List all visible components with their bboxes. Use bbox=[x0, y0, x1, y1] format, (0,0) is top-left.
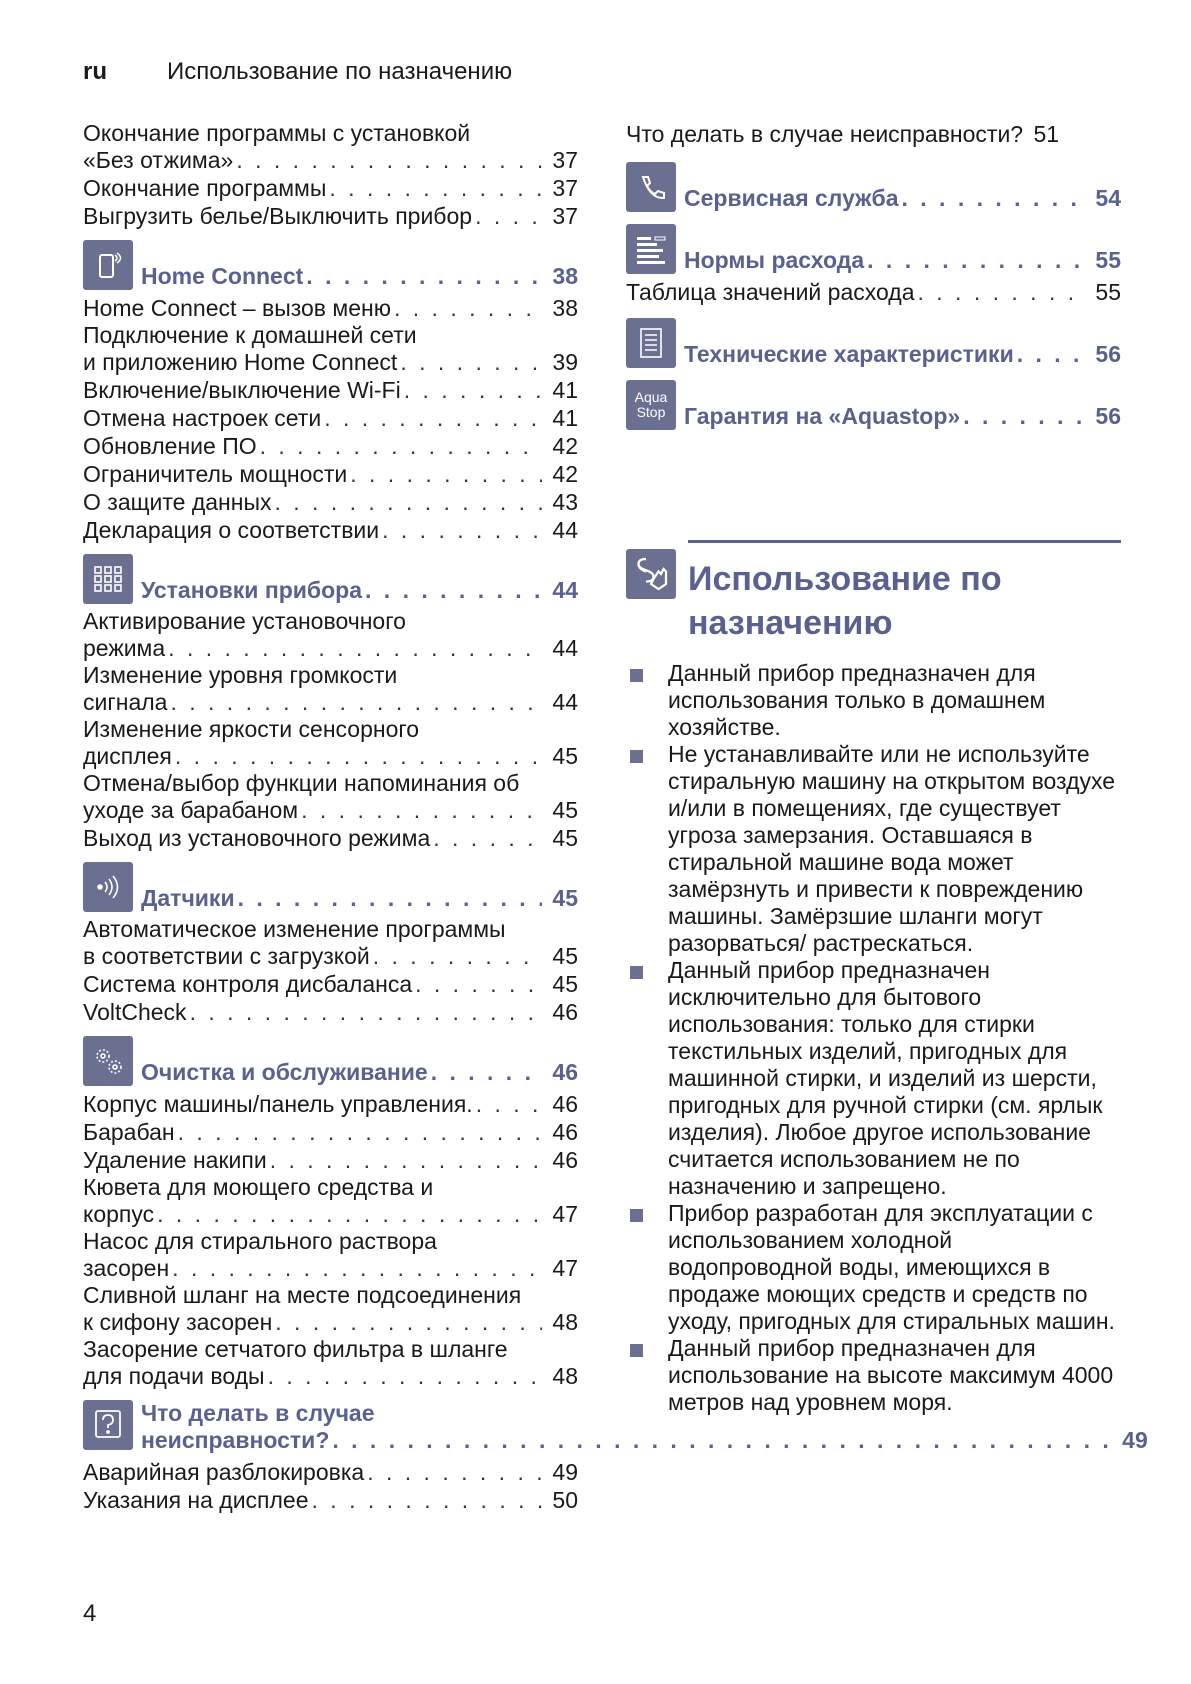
toc-entry[interactable]: для подачи воды . . . 48 bbox=[83, 1362, 578, 1390]
bullet-square-icon bbox=[630, 669, 643, 682]
toc-entry[interactable]: Барабан . . . 46 bbox=[83, 1118, 578, 1146]
page-header bbox=[83, 58, 512, 86]
toc-entry[interactable]: корпус . . . 47 bbox=[83, 1200, 578, 1228]
bullet-square-icon bbox=[630, 1209, 643, 1222]
toc-entry-line: Подключение к домашней сети bbox=[83, 322, 417, 348]
heading-rule bbox=[688, 540, 1121, 543]
toc-section-aquastop[interactable]: Aqua Stop Гарантия на «Aquastop» . . . 56 bbox=[626, 380, 1121, 430]
list-item: Данный прибор предназначен для использование на высоте максимум 4000 метров над уровнем моря. bbox=[626, 1335, 1121, 1416]
list-item: Данный прибор предназначен исключительно для бытового использования: только для стирки текстильных изделий, пригодных для машинной стирки, и изделий из шерсти, пригодных для ручной стирки (см. ярлык изделия). Любое другое использование считается использованием не по назначению и запрещено. bbox=[626, 957, 1121, 1200]
usage-bullet-list bbox=[626, 660, 1121, 1416]
toc-entry[interactable]: VoltCheck . . . 46 bbox=[83, 998, 578, 1026]
paragraph-hand-icon bbox=[626, 549, 676, 599]
toc-entry[interactable]: О защите данных . . . 43 bbox=[83, 488, 578, 516]
toc-entry[interactable]: и приложению Home Connect . . . 39 bbox=[83, 348, 578, 376]
question-icon bbox=[83, 1400, 133, 1450]
toc-entry[interactable]: Система контроля дисбаланса . . . 45 bbox=[83, 970, 578, 998]
toc-section-service[interactable]: Сервисная служба . . . 54 bbox=[626, 162, 1121, 212]
toc-entry[interactable]: Ограничитель мощности . . . 42 bbox=[83, 460, 578, 488]
toc-entry[interactable]: Аварийная разблокировка . . . 49 bbox=[83, 1458, 578, 1486]
toc-entry[interactable]: сигнала . . . 44 bbox=[83, 688, 578, 716]
page-number: 4 bbox=[83, 1600, 97, 1627]
toc-entry[interactable]: Удаление накипи . . . 46 bbox=[83, 1146, 578, 1174]
phone-icon bbox=[83, 240, 133, 290]
toc-entry-line: Изменение яркости сенсорного bbox=[83, 716, 420, 742]
toc-entry[interactable]: Включение/выключение Wi-Fi . . . 41 bbox=[83, 376, 578, 404]
toc-entry[interactable]: режима . . . 44 bbox=[83, 634, 578, 662]
toc-entry[interactable]: в соответствии с загрузкой . . . 45 bbox=[83, 942, 578, 970]
toc-entry-line: Активирование установочного bbox=[83, 608, 406, 634]
toc-entry[interactable]: Декларация о соответствии . . . 44 bbox=[83, 516, 578, 544]
toc-entry[interactable]: Выгрузить белье/Выключить прибор . . . 37 bbox=[83, 202, 578, 230]
toc-entry-line: Кювета для моющего средства и bbox=[83, 1174, 434, 1200]
gears-icon bbox=[83, 1036, 133, 1086]
toc-entry[interactable]: Home Connect – вызов меню . . . 38 bbox=[83, 294, 578, 322]
toc-entry-line: Сливной шланг на месте подсоединения bbox=[83, 1282, 522, 1308]
document-icon bbox=[626, 318, 676, 368]
toc-entry[interactable]: Таблица значений расхода . . . 55 bbox=[626, 278, 1121, 306]
bars-icon bbox=[626, 224, 676, 274]
toc-entry-line: Засорение сетчатого фильтра в шланге bbox=[83, 1336, 508, 1362]
bullet-square-icon bbox=[630, 966, 643, 979]
toc-entry[interactable]: Что делать в случае неисправности? 51 bbox=[626, 121, 1060, 147]
toc-entry-line: Изменение уровня громкости bbox=[83, 662, 398, 688]
toc-entry[interactable]: засорен . . . 47 bbox=[83, 1254, 578, 1282]
toc-right-column bbox=[626, 120, 1121, 434]
toc-entry-line: Отмена/выбор функции напоминания об bbox=[83, 770, 520, 796]
toc-entry[interactable]: Отмена настроек сети . . . 41 bbox=[83, 404, 578, 432]
toc-entry-line: Автоматическое изменение программы bbox=[83, 916, 506, 942]
toc-section-sensors[interactable]: Датчики . . . 45 bbox=[83, 862, 578, 912]
bullet-square-icon bbox=[630, 750, 643, 763]
usage-section-heading bbox=[626, 540, 1121, 645]
aquastop-icon: Aqua Stop bbox=[626, 380, 676, 430]
list-item: Прибор разработан для эксплуатации с использованием холодной водопроводной воды, имеющихся в продаже моющих средств и средств по уходу, пригодных для стиральных машин. bbox=[626, 1200, 1121, 1335]
list-item: Данный прибор предназначен для использования только в домашнем хозяйстве. bbox=[626, 660, 1121, 741]
toc-entry[interactable]: Указания на дисплее . . . 50 bbox=[83, 1486, 578, 1514]
toc-entry[interactable]: уходе за барабаном . . . 45 bbox=[83, 796, 578, 824]
toc-section-home-connect[interactable]: Home Connect . . . 38 bbox=[83, 240, 578, 290]
grid-icon bbox=[83, 554, 133, 604]
toc-entry-line: Насос для стирального раствора bbox=[83, 1228, 437, 1254]
language-code: ru bbox=[83, 58, 107, 85]
toc-entry[interactable]: «Без отжима» . . . 37 bbox=[83, 146, 578, 174]
toc-entry[interactable]: к сифону засорен . . . 48 bbox=[83, 1308, 578, 1336]
sensor-icon bbox=[83, 862, 133, 912]
toc-entry[interactable]: Выход из установочного режима . . . 45 bbox=[83, 824, 578, 852]
toc-entry[interactable]: дисплея . . . 45 bbox=[83, 742, 578, 770]
phone-handset-icon bbox=[626, 162, 676, 212]
toc-entry[interactable]: Обновление ПО . . . 42 bbox=[83, 432, 578, 460]
toc-section-consumption[interactable]: Нормы расхода . . . 55 bbox=[626, 224, 1121, 274]
toc-section-troubleshooting[interactable]: Что делать в случае неисправности? . . . 49 bbox=[83, 1400, 578, 1454]
toc-section-technical[interactable]: Технические характеристики . . . 56 bbox=[626, 318, 1121, 368]
toc-section-settings[interactable]: Установки прибора . . . 44 bbox=[83, 554, 578, 604]
bullet-square-icon bbox=[630, 1344, 643, 1357]
toc-entry[interactable]: Корпус машины/панель управления. . . . 46 bbox=[83, 1090, 578, 1118]
header-title: Использование по назначению bbox=[167, 58, 513, 85]
section-title: Использование по назначению bbox=[688, 560, 1002, 642]
list-item: Не устанавливайте или не используйте стиральную машину на открытом воздухе и/или в помещениях, где существует угроза замерзания. Оставшаяся в стиральной машине вода может замёрзнуть и привести к повреждению машины. Замёрзшие шланги могут разорваться/ растрескаться. bbox=[626, 741, 1121, 957]
toc-entry[interactable]: Окончание программы . . . 37 bbox=[83, 174, 578, 202]
toc-section-cleaning[interactable]: Очистка и обслуживание . . . 46 bbox=[83, 1036, 578, 1086]
toc-entry-line: Окончание программы с установкой bbox=[83, 120, 471, 146]
